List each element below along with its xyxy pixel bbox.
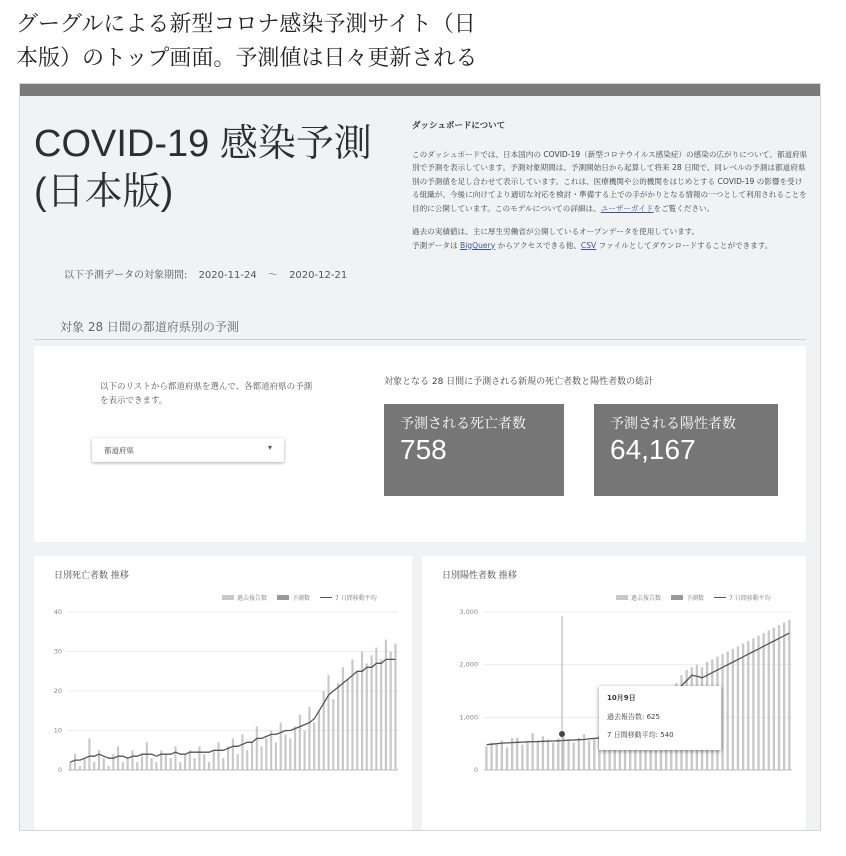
y-tick-label: 30 [53,647,62,656]
y-tick-label: 3,000 [459,608,478,616]
about-text-1-end: をご覧ください。 [653,203,715,213]
cases-label: 予測される陽性者数 [610,416,736,432]
bar [547,739,549,770]
user-guide-link[interactable]: ユーザーガイド [600,203,654,213]
bar [332,699,334,770]
bar [227,746,229,770]
bar [246,750,248,770]
section-title: 対象 28 日間の都道府県別の予測 [60,320,239,334]
legend-swatch [222,595,234,600]
bar [261,746,263,770]
deaths-value: 758 [400,434,447,465]
bar [213,750,215,770]
y-tick-label: 0 [57,766,62,774]
period-start: 2020-11-24 [198,270,257,281]
bar [93,762,95,770]
section-divider [34,339,806,340]
period-separator: 〜 [267,270,278,281]
bar [289,738,291,770]
bar [160,750,162,770]
period-label: 以下予測データの対象期間: [64,270,188,281]
legend-label: 予測数 [686,595,705,602]
bar [747,641,749,770]
legend-label: 過去報告数 [631,595,662,602]
bar [112,754,114,770]
bar [788,620,790,770]
bar [151,758,153,770]
tooltip-date: 10月9日 [607,694,636,702]
bar [506,747,508,770]
bar [394,644,396,770]
bar [280,723,282,770]
bar [217,742,219,770]
about-dashboard [412,120,808,262]
top-bar [20,84,820,96]
y-tick-label: 0 [473,766,478,774]
bar [337,683,339,770]
about-paragraph-1 [412,148,808,216]
bar [174,746,176,770]
bar [304,731,306,771]
forecast-period [64,266,355,281]
bar [313,723,315,770]
y-tick-label: 1,000 [459,713,478,722]
bar [347,679,349,770]
bar [537,741,539,770]
about-text-3b: からアクセスできる他、 [495,240,581,250]
prefecture-dropdown[interactable] [92,438,284,462]
bar [752,638,754,770]
chart-tooltip [599,686,721,750]
bar [371,655,373,770]
bar [208,762,210,770]
dropdown-value: 都道府県 [104,446,134,455]
bar [127,758,129,770]
legend-swatch [277,595,289,600]
figure-caption [16,8,616,76]
deaths-label: 予測される死亡者数 [400,416,526,432]
prefecture-hint: 以下のリストから都道府県を選んで、各都道府県の予測を表示できます。 [100,382,313,406]
bar [179,762,181,770]
cases-scorecard [594,404,778,496]
bar [490,743,492,770]
bar [737,646,739,770]
bar [380,659,382,770]
bar [308,707,310,770]
bar [98,750,100,770]
page-title-line-1: COVID-19 感染予測 [34,123,372,165]
bar [531,733,533,770]
bar [265,738,267,770]
bar [165,754,167,770]
prefecture-forecast-panel [34,346,806,542]
cases-chart-panel [422,556,806,830]
bar [768,630,770,770]
y-tick-label: 20 [53,687,62,695]
about-text-3a: 予測データは [412,240,460,250]
caption-line-1: グーグルによる新型コロナ感染予測サイト（日 [16,12,476,37]
chevron-down-icon: ▾ [267,443,272,452]
legend-swatch [616,595,628,600]
bar [117,746,119,770]
bar [74,754,76,770]
bar [294,727,296,770]
bar [203,754,205,770]
bar [256,727,258,770]
dashboard-screenshot [20,84,820,830]
bar [184,754,186,770]
bar [69,762,71,770]
bar [275,742,277,770]
bar [375,648,377,770]
bar [84,758,86,770]
bar [588,741,590,770]
page-title [34,120,404,216]
bar [299,715,301,770]
y-tick-label: 40 [53,608,62,616]
bar [327,675,329,770]
bar [557,738,559,770]
bar [485,746,487,770]
bar [390,652,392,771]
bar [496,745,498,770]
about-text-3c: ファイルとしてダウンロードすることができます。 [596,240,773,250]
y-tick-label: 10 [53,726,62,735]
tooltip-point [559,731,565,737]
bar [526,743,528,770]
bar [573,743,575,770]
bar [783,623,785,770]
page-title-line-2: (日本版) [34,171,174,213]
bar [778,625,780,770]
legend-label: 7 日間移動平均 [335,595,377,602]
about-heading: ダッシュボードについて [412,121,506,131]
bar [88,738,90,770]
bar [773,628,775,770]
bar [361,652,363,771]
cases-value: 64,167 [610,434,696,465]
tooltip-moving-average: 7 日間移動平均: 540 [607,731,674,739]
bar [103,758,105,770]
legend-label: 7 日間移動平均 [729,595,771,602]
cases-chart-title: 日別陽性者数 推移 [442,571,517,581]
bar [241,734,243,770]
bigquery-link[interactable]: BigQuery [459,240,496,250]
bar [155,762,157,770]
legend-label: 予測数 [292,595,311,602]
bar [198,746,200,770]
legend-label: 過去報告数 [237,595,268,602]
about-text-1: このダッシュボードでは、日本国内の COVID-19（新型コロナウイルス感染症）の感染の広がりについて、都道府県別で予測を表示しています。予測対象期間は、予測開始日から起算して将来 28 日間で、同レベルの予測は都道府県別の予測値を足し合わせて表示しています。これは、医療機関や公的機関をはじめとする COVID-19 の影響を受ける組織が、今後に向けてより適切な対応を検討・準備する上での手がかりとなる情報の一つとして利用されることを目的に公開しています。このモデルについての詳細は、 [412,149,808,213]
bar [501,741,503,770]
bar [762,633,764,770]
bar [122,762,124,770]
tooltip-reported: 過去報告数: 625 [607,713,660,721]
bar [356,671,358,770]
totals-heading: 対象となる 28 日間に予測される新規の死亡者数と陽性者数の総計 [384,377,654,387]
bar [237,754,239,770]
bar [136,762,138,770]
about-text-2: 過去の実績値は、主に厚生労働省が公開しているオープンデータを使用しています。 [412,227,700,236]
y-tick-label: 2,000 [459,660,478,669]
bar [194,758,196,770]
deaths-chart-panel [34,556,412,830]
about-paragraph-2 [412,225,808,252]
bar [552,743,554,770]
bar [318,711,320,770]
bar [232,738,234,770]
bar [521,745,523,770]
bar [593,739,595,770]
bar [79,766,81,770]
bar [284,734,286,770]
bar [727,652,729,771]
bar [742,644,744,770]
bar [270,731,272,771]
bar [721,654,723,770]
legend-swatch [671,595,683,600]
bar [578,738,580,770]
deaths-chart-title: 日別死亡者数 推移 [54,571,129,581]
deaths-scorecard [384,404,564,496]
csv-link[interactable]: CSV [580,240,597,250]
caption-line-2: 本版）のトップ画面。予測値は日々更新される [16,46,478,71]
deaths-chart[interactable] [34,556,412,830]
bar [732,649,734,770]
bar [251,742,253,770]
bar [107,766,109,770]
bar [146,742,148,770]
bar [366,663,368,770]
period-end: 2020-12-21 [289,270,348,281]
bar [222,758,224,770]
bar [131,750,133,770]
bar [170,758,172,770]
bar [562,737,564,770]
bar [757,636,759,770]
bar [567,740,569,770]
bar [141,754,143,770]
